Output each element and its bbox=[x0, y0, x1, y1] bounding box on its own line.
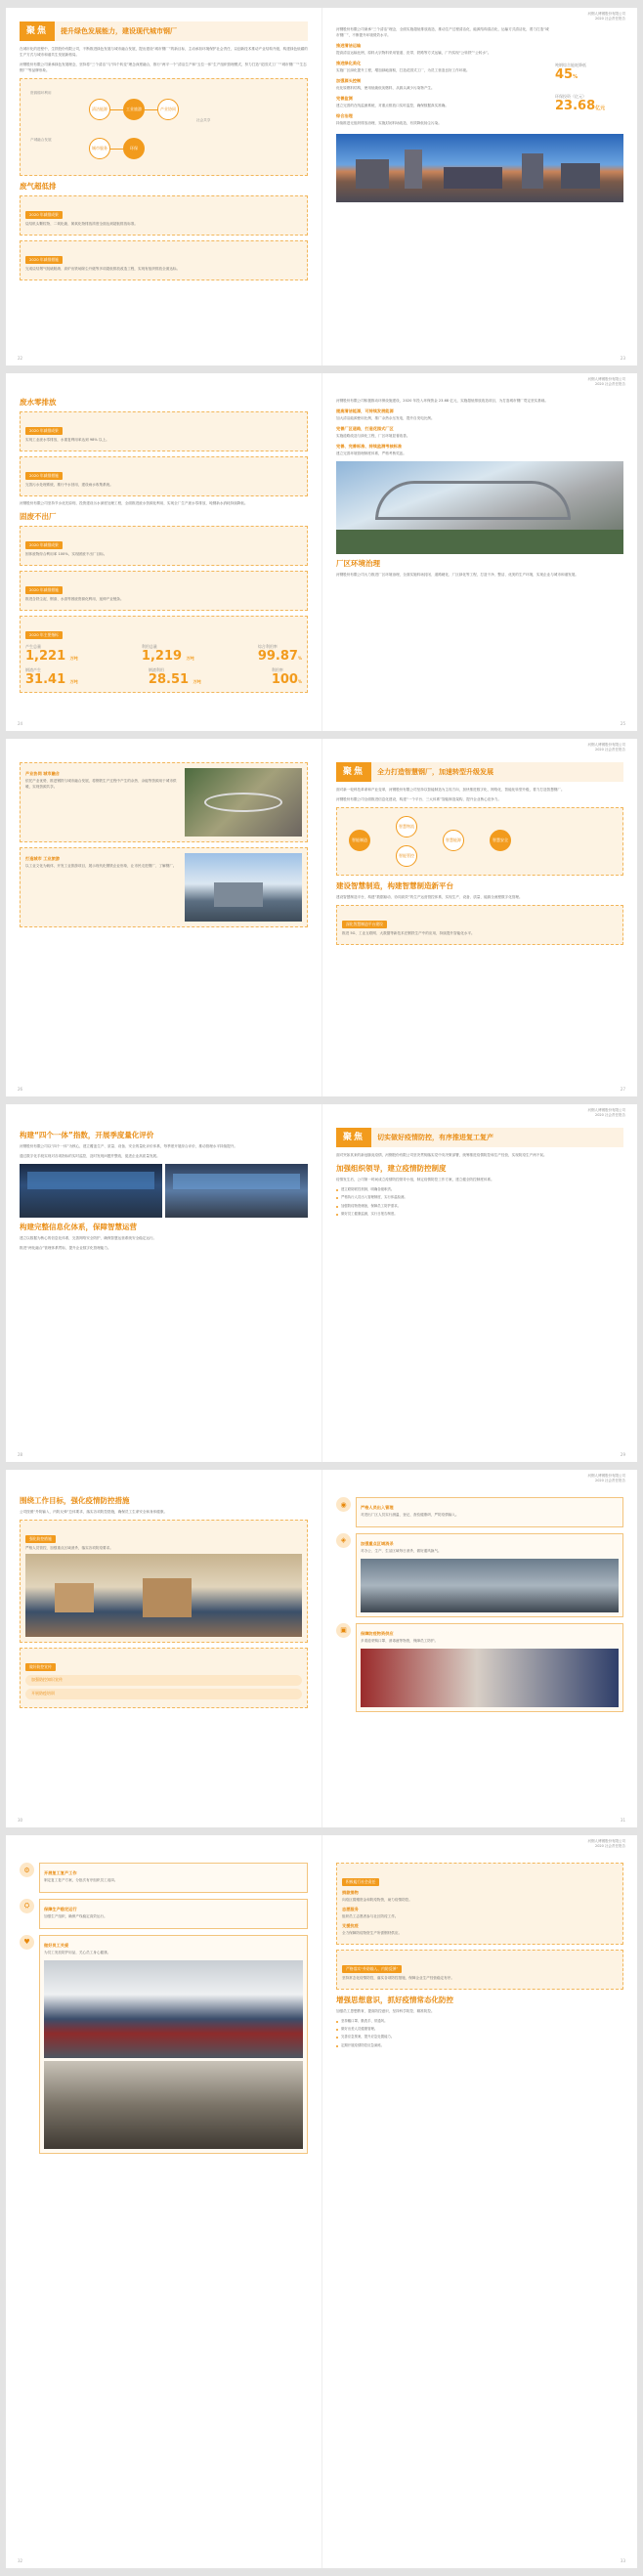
bullet-item: 定期开展疫情防控应急演练。 bbox=[336, 2043, 623, 2048]
subheading: 完善厂区道路，打造花园式厂区 bbox=[336, 425, 394, 431]
measure-box: 2020 年减排措施 推进含铁尘泥、钢渣、水渣等固废资源化利用，延伸产业链条。 bbox=[20, 571, 308, 611]
page-30 bbox=[6, 1470, 322, 1827]
focus-banner bbox=[336, 1128, 623, 1147]
section-heading: 增强思想意识，抓好疫情常态化防控 bbox=[336, 1995, 453, 2004]
diagram-node: 清洁能源 bbox=[89, 99, 110, 120]
paragraph: 建设智慧制造平台，构建“数据驱动、协同高效”的生产运营管控体系，实现生产、设备、质量、能源全流程数字化管理。 bbox=[336, 894, 523, 899]
gear-icon: ⛭ bbox=[20, 1899, 34, 1913]
paragraph: 推进“两化融合”管理体系贯标，提升企业数字化管理能力。 bbox=[20, 1245, 111, 1250]
metric: 产生总量 1,221 万吨 bbox=[25, 643, 78, 664]
report-header: 河钢人博钢股份有限公司 2020 社会责任报告 bbox=[587, 1474, 625, 1482]
section-heading: 加强组织领导，建立疫情防控制度 bbox=[336, 1163, 447, 1173]
responsibility-box: 积极履行社会责任 捐款捐物 向疫区捐赠资金和防疫物资，助力疫情防控。 志愿服务 组织员工志愿者参与社区防疫工作。 支援抗疫 全力保障防疫物资生产所需钢材供应。 bbox=[336, 1863, 623, 1945]
diagram-label: 资源循环利用 bbox=[30, 90, 52, 95]
paragraph: 加大清洁能源使用比例，推广余热余压发电，提升自发电比例。 bbox=[336, 415, 435, 420]
page-number: 23 bbox=[620, 356, 625, 361]
page-25 bbox=[322, 373, 637, 731]
bullet-item: 严格执行人员出入管理制度，实行体温检测。 bbox=[336, 1195, 623, 1200]
diagram-node: 智慧能源 bbox=[443, 830, 464, 851]
page-24 bbox=[6, 373, 322, 731]
diagram-node: 工业旅游 bbox=[123, 99, 145, 120]
page-31 bbox=[322, 1470, 637, 1827]
focus-banner bbox=[20, 21, 308, 41]
paragraph: 疫情发生后，公司第一时间成立疫情防控领导小组，制定疫情防控工作方案，建立健全防控制度体系。 bbox=[336, 1177, 494, 1181]
page-number: 24 bbox=[18, 721, 23, 726]
section-heading: 构建“四个一体”指数，开展季度量化评价 bbox=[20, 1131, 154, 1139]
metric: 钢渣产生 31.41 万吨 bbox=[25, 666, 78, 687]
paragraph: 河钢股份有限公司秉承“三个清洁”理念，全面实施超低排放改造，推动生产过程清洁化、能源结构清洁化、运输方式清洁化，着力打造“城市钢厂”，不断提升环境绩效水平。 bbox=[336, 27, 549, 37]
staff-photo bbox=[44, 1960, 303, 2058]
result-box: 2020 年减排成果 固体废物综合利用率 100%，实现固废不出厂目标。 bbox=[20, 526, 308, 566]
bullet-item: 坚持戴口罩、勤洗手、常通风。 bbox=[336, 2019, 623, 2024]
smart-factory-diagram bbox=[336, 807, 623, 876]
box-text: 完成烧结烟气脱硫脱硝、高炉出铁场除尘升级等多项超低排放改造工程，实现有组织排放全面达标。 bbox=[25, 266, 181, 271]
metric: 综合利用率 99.87% bbox=[257, 643, 302, 664]
page-number: 32 bbox=[18, 2558, 23, 2563]
plant-tour-photo bbox=[185, 853, 302, 922]
spread-1 bbox=[6, 8, 637, 365]
report-header: 河钢人博钢股份有限公司 2020 社会责任报告 bbox=[587, 377, 625, 386]
timeline-row: ◈ 加强重点区域消杀 对办公、生产、生活区域每日消杀，做好通风换气。 bbox=[336, 1533, 623, 1617]
report-header: 河钢人博钢股份有限公司 2020 社会责任报告 bbox=[587, 1108, 625, 1117]
focus-banner bbox=[336, 762, 623, 782]
paragraph: 河钢股份有限公司积极推动环保设施建设，2020 年投入环保资金 23.68 亿元，实施超低排放改造项目，为打造城市钢厂奠定坚实基础。 bbox=[336, 399, 548, 403]
page-28 bbox=[6, 1104, 322, 1462]
box-tag: 2020 年减排措施 bbox=[25, 256, 63, 264]
case-title: 打造城市 工业旅游 bbox=[25, 856, 60, 861]
section-heading: 建设智慧制造，构建智慧制造新平台 bbox=[336, 880, 453, 890]
diagram-label: 社会共享 bbox=[196, 117, 211, 122]
paragraph: 面对新一轮科技革命和产业变革，河钢股份有限公司坚持以智能制造为主攻方向，加快推进数字化、网络化、智能化转型升级，着力打造智慧钢厂。 bbox=[336, 788, 565, 792]
timeline-row: ⛭ 保障生产稳定运行 加强生产组织，确保产线稳定高效运行。 bbox=[20, 1899, 308, 1929]
page-number: 29 bbox=[620, 1452, 625, 1457]
box-tag: 2020 年减排成果 bbox=[25, 211, 63, 219]
page-number: 31 bbox=[620, 1818, 625, 1823]
section-heading: 厂区环境治理 bbox=[336, 558, 380, 568]
paragraph: 提高清洁运输比例，原料大宗物料采用管道、皮带、铁路等方式运输，厂内实现“公转铁”“公转水”。 bbox=[336, 50, 492, 55]
bullet-item: 完善应急预案，提升应急处置能力。 bbox=[336, 2035, 623, 2039]
spread-3 bbox=[6, 739, 637, 1096]
section-heading: 围绕工作目标，强化疫情防控措施 bbox=[20, 1496, 130, 1505]
page-number: 26 bbox=[18, 1087, 23, 1092]
temperature-check-photo bbox=[361, 1649, 619, 1707]
meeting-room-photo bbox=[44, 2061, 303, 2149]
publicity-item: 加强防控知识宣传 bbox=[25, 1675, 302, 1686]
covered-conveyor-photo bbox=[336, 461, 623, 554]
measure-box bbox=[20, 240, 308, 280]
timeline-row: ♥ 做好员工关爱 为员工发放防护用品，关心员工身心健康。 bbox=[20, 1935, 308, 2154]
prevention-box: 严格落实“外防输入、内防反弹” 坚持常态化疫情防控，落实各项防控措施，保障企业生产经营稳定有序。 bbox=[336, 1950, 623, 1990]
section-heading: 构建完整信息化体系，保障智慧运营 bbox=[20, 1222, 137, 1231]
page-23 bbox=[322, 8, 637, 365]
timeline-row: ▣ 保障防疫物资供应 多渠道采购口罩、消毒液等物资，保障员工防护。 bbox=[336, 1623, 623, 1712]
case-card bbox=[20, 847, 308, 927]
case-text: 依托产业优势，推进钢铁与城市融合发展，将钢铁生产过程中产生的余热、余能等资源用于城市供暖，实现资源共享。 bbox=[25, 779, 177, 789]
page-33 bbox=[322, 1835, 637, 2568]
case-title: 产业协同 城市融合 bbox=[25, 771, 60, 776]
metric: 钢渣利用 28.51 万吨 bbox=[148, 666, 201, 687]
supplies-photo bbox=[25, 1554, 302, 1637]
paragraph: 通过数字化手段实现对各项指标的实时监控，及时发现问题并整改，促进企业高质量发展。 bbox=[20, 1153, 160, 1158]
diagram-node: 环保 bbox=[123, 138, 145, 159]
diagram-node: 城市服务 bbox=[89, 138, 110, 159]
stat-invest: 环保投资（亿元） 23.68亿元 bbox=[555, 94, 606, 114]
page-27 bbox=[322, 739, 637, 1096]
focus-label: 聚焦 bbox=[20, 21, 55, 41]
page-number: 27 bbox=[620, 1087, 625, 1092]
steel-plant-photo bbox=[336, 134, 623, 202]
monitoring-center-photo bbox=[165, 1164, 308, 1218]
paragraph: 建立以数据为核心的信息化体系，完善网络安全防护，确保智慧运营系统安全稳定运行。 bbox=[20, 1235, 157, 1240]
page-number: 25 bbox=[620, 721, 625, 726]
banner-title: 全力打造智慧钢厂，加速转型升级发展 bbox=[371, 762, 623, 782]
paragraph: 建立完善的在线监测系统，对重点排放口实时监控，确保数据真实准确。 bbox=[336, 103, 449, 107]
paragraph: 河钢股份有限公司大力推进厂区环境治理，全面实施料场封闭、道路硬化、厂区绿化等工程，打造干净、整洁、优美的生产环境，实现企业与城市和谐发展。 bbox=[336, 572, 579, 577]
paragraph: 实施厂区绿化提升工程，增加绿地面积，打造花园式工厂，为员工营造良好工作环境。 bbox=[336, 67, 470, 72]
bullet-item: 做好员工健康监测，实行日报告制度。 bbox=[336, 1212, 623, 1217]
subheading: 完善、完善标准、持续监测考核标准 bbox=[336, 443, 403, 449]
banner-title: 切实做好疫情防控，有序推进复工复产 bbox=[371, 1128, 623, 1147]
diagram-node: 智慧安全 bbox=[490, 830, 511, 851]
diagram-label: 产城融合发展 bbox=[30, 137, 52, 142]
control-room-photo bbox=[20, 1164, 162, 1218]
spread-4 bbox=[6, 1104, 637, 1462]
section-heading: 废水零排放 bbox=[20, 398, 57, 407]
metric: 利用总量 1,219 万吨 bbox=[141, 643, 194, 664]
paragraph: 建立完善环境管理制度体系，严格考核奖惩。 bbox=[336, 451, 407, 455]
timeline-row: ◉ 严格人员出入管理 对进出厂区人员实行测温、登记、查验健康码，严防疫情输入。 bbox=[336, 1497, 623, 1527]
spray-icon: ◈ bbox=[336, 1533, 351, 1548]
metric: 利用率 100% bbox=[271, 666, 302, 687]
page-22 bbox=[6, 8, 322, 365]
box-text: 烧结机头颗粒物、二氧化硫、氮氧化物排放浓度全面达到超低排放标准。 bbox=[25, 221, 138, 226]
bullet-item: 做好出差人员健康管理。 bbox=[336, 2027, 623, 2032]
page-number: 22 bbox=[18, 356, 23, 361]
paragraph: 河钢股份有限公司全面推进信息化建设，构建“一个平台、三大体系”智能制造架构，提升企业核心竞争力。 bbox=[336, 796, 502, 801]
report-header: 河钢人博钢股份有限公司 2020 社会责任报告 bbox=[587, 743, 625, 751]
paragraph: 公司按照“外防输入、内防反弹”总体要求，落实各项防控措施，确保员工生命安全和身体健康。 bbox=[20, 1510, 168, 1514]
page-26 bbox=[6, 739, 322, 1096]
interchange-photo bbox=[185, 768, 302, 837]
paragraph: 实施道路改造与绿化工程，厂区环境显著改善。 bbox=[336, 433, 410, 438]
indicator-box: 2020 年主要指标 产生总量 1,221 万吨 利用总量 1,219 万吨 综合利用率 99.87% 钢渣产生 31.41 万吨 钢渣利用 28.51 万吨 利用率 100% bbox=[20, 616, 308, 694]
measure-box: 2020 年减排措施 完善污水处理系统，推行中水回用，建设雨水收集系统。 bbox=[20, 456, 308, 496]
case-card bbox=[20, 762, 308, 842]
section-heading: 废气超低排 bbox=[20, 181, 57, 191]
platform-box: 深化智慧制造平台建设 推进 5G、工业互联网、大数据等新技术在钢铁生产中的应用，持续提升智能化水平。 bbox=[336, 905, 623, 945]
paragraph: 在城市化的进程中，生铁股份有限公司，不断推进绿色发展与城市融合发展，提出建设“城市钢厂”的新目标，主动承担环境保护社会责任，以创新技术推动产业结构升级，构建绿色低碳的生产方式与城市和谐共生发展新格局。 bbox=[20, 47, 308, 57]
page-29 bbox=[322, 1104, 637, 1462]
paragraph: 河钢股份有限公司秉承绿色发展理念，坚持将“三个清洁”与“四个转变”理念深度融合，推行“两平一个”清洁生产和“五位一体”生产组织管理模式，努力打造“花园式工厂”“城市钢厂”“生态钢厂”等品牌形象。 bbox=[20, 62, 307, 72]
focus-label: 聚焦 bbox=[336, 1128, 371, 1147]
spread-6 bbox=[6, 1835, 637, 2568]
bullet-item: 建立联防联控机制，明确各级职责。 bbox=[336, 1187, 623, 1192]
subheading: 完善监测 bbox=[336, 95, 353, 101]
section-heading: 固废不出厂 bbox=[20, 511, 57, 521]
result-box: 2020 年减排成果 实现工业废水零排放，水重复利用率达到 98% 以上。 bbox=[20, 411, 308, 451]
heart-icon: ♥ bbox=[20, 1935, 34, 1950]
measures-box: 强化防控措施 严格人员管控，加强重点区域消杀，落实各项防疫要求。 bbox=[20, 1520, 308, 1643]
box-icon: ▣ bbox=[336, 1623, 351, 1638]
spread-2 bbox=[6, 373, 637, 731]
focus-label: 聚焦 bbox=[336, 762, 371, 782]
report-header: 河钢人博钢股份有限公司 2020 社会责任报告 bbox=[587, 12, 625, 21]
paragraph: 加强员工思想教育，提高防控意识，坚持科学防控、精准防控。 bbox=[336, 2008, 435, 2013]
paragraph: 河钢股份有限公司坚持节水优先原则，投资建设污水深度处理工程，全面推进废水资源化利用，实现全厂生产废水零排放，吨钢新水消耗持续降低。 bbox=[20, 500, 248, 505]
paragraph: 持续推进无组织排放治理，实施封闭料场改造，有效降低扬尘污染。 bbox=[336, 120, 442, 125]
case-text: 以工业文化为载体，开发工业旅游项目，展示现代化钢铁企业形象，让市民走进钢厂、了解钢厂。 bbox=[25, 864, 177, 868]
diagram-node: 智慧物流 bbox=[396, 816, 417, 837]
diagram-node: 产业协同 bbox=[157, 99, 179, 120]
flow-diagram bbox=[20, 78, 308, 176]
bullet-item: 加强防疫物资储备，保障员工防护需求。 bbox=[336, 1204, 623, 1209]
result-box bbox=[20, 195, 308, 236]
paragraph: 河钢股份有限公司以“四个一体”为核心，建立覆盖生产、质量、设备、安全的量化评价体系，每季度开展综合评价，推动管理水平持续提升。 bbox=[20, 1144, 237, 1148]
factory-icon: ⚙ bbox=[20, 1863, 34, 1877]
diagram-node: 智能制造 bbox=[349, 830, 370, 851]
timeline-row: ⚙ 开展复工复产工作 制定复工复产方案，分批次有序组织员工返岗。 bbox=[20, 1863, 308, 1893]
shield-icon: ◉ bbox=[336, 1497, 351, 1512]
publicity-box: 做好防控宣传 加强防控知识宣传 开展防疫培训 bbox=[20, 1648, 308, 1708]
publicity-item: 开展防疫培训 bbox=[25, 1689, 302, 1699]
page-number: 28 bbox=[18, 1452, 23, 1457]
subheading: 综合治理 bbox=[336, 112, 353, 118]
page-number: 30 bbox=[18, 1818, 23, 1823]
report-header: 河钢人博钢股份有限公司 2020 社会责任报告 bbox=[587, 1839, 625, 1848]
subheading: 加强源头控制 bbox=[336, 77, 362, 83]
subheading: 推进绿化美化 bbox=[336, 60, 362, 65]
subheading: 推进清洁运输 bbox=[336, 42, 362, 48]
disinfection-photo bbox=[361, 1559, 619, 1612]
spread-5 bbox=[6, 1470, 637, 1827]
paragraph: 面对突如其来的新冠肺炎疫情，河钢股份有限公司坚决贯彻落实党中央决策部署，统筹推进疫情防控和生产经营，实现防疫生产两不误。 bbox=[336, 1153, 547, 1157]
page-number: 33 bbox=[620, 2558, 625, 2563]
stat-energy: 吨钢综合能耗降低 45% bbox=[555, 63, 586, 82]
banner-title: 提升绿色发展能力，建设现代城市钢厂 bbox=[55, 21, 308, 41]
page-32 bbox=[6, 1835, 322, 2568]
subheading: 提高清洁能源，可持续发展能源 bbox=[336, 408, 394, 413]
paragraph: 优化原燃料结构，使用低硫低灰燃料，从源头减少污染物产生。 bbox=[336, 85, 435, 90]
diagram-node: 智能管控 bbox=[396, 845, 417, 867]
